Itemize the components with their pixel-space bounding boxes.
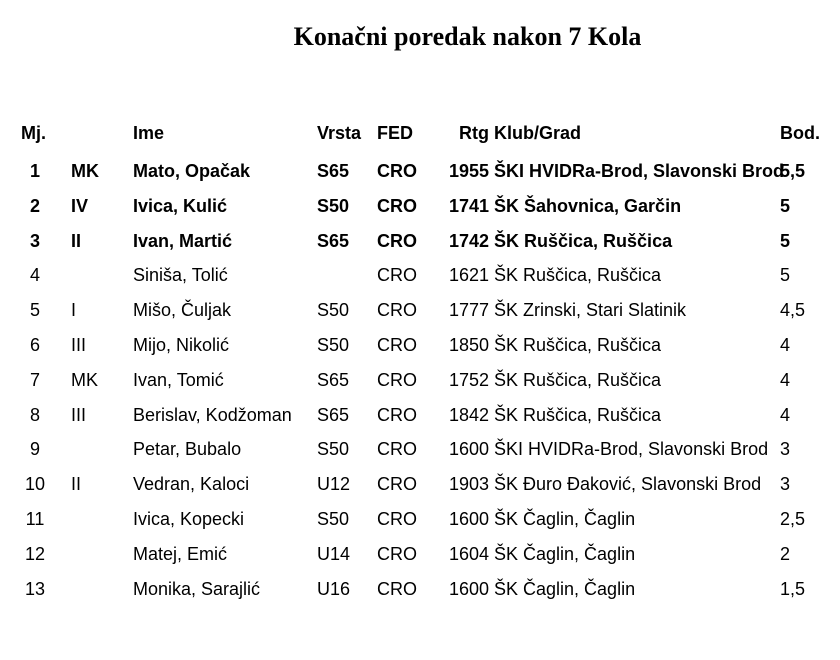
- cell-title: I: [71, 300, 77, 320]
- cell-kind: S50: [317, 439, 350, 459]
- table-row: [0, 227, 840, 255]
- cell-club: ŠK Ruščica, Ruščica: [494, 265, 662, 285]
- cell-rating: 1842: [448, 405, 489, 425]
- cell-name: Mato, Opačak: [133, 161, 251, 181]
- cell-kind: U16: [317, 579, 351, 599]
- cell-name: Ivan, Martić: [133, 231, 233, 251]
- cell-kind: S50: [317, 196, 350, 216]
- cell-name: Matej, Emić: [133, 544, 228, 564]
- cell-place: 4: [29, 265, 40, 285]
- cell-fed: CRO: [377, 474, 417, 494]
- table-row: [0, 261, 840, 289]
- cell-rating: 1742: [448, 231, 489, 251]
- cell-name: Ivan, Tomić: [133, 370, 224, 390]
- cell-kind: U14: [317, 544, 351, 564]
- cell-points: 4,5: [780, 300, 806, 320]
- cell-kind: U12: [317, 474, 351, 494]
- cell-points: 1,5: [780, 579, 806, 599]
- cell-place: 12: [24, 544, 46, 564]
- cell-title: III: [71, 405, 87, 425]
- cell-place: 7: [29, 370, 40, 390]
- cell-points: 5: [780, 231, 791, 251]
- cell-points: 4: [780, 370, 791, 390]
- cell-rating: 1600: [448, 579, 489, 599]
- cell-rating: 1903: [448, 474, 489, 494]
- table-row: [0, 366, 840, 394]
- table-row: [0, 505, 840, 533]
- cell-place: 5: [29, 300, 40, 320]
- cell-points: 5,5: [780, 161, 806, 181]
- cell-club: ŠK Čaglin, Čaglin: [494, 544, 636, 564]
- cell-club: ŠK Čaglin, Čaglin: [494, 509, 636, 529]
- cell-fed: CRO: [377, 196, 417, 216]
- cell-club: ŠKI HVIDRa-Brod, Slavonski Brod: [494, 161, 785, 181]
- cell-kind: S65: [317, 161, 350, 181]
- cell-fed: CRO: [377, 439, 417, 459]
- header-club: Klub/Grad: [494, 123, 582, 143]
- cell-rating: 1955: [448, 161, 489, 181]
- cell-rating: 1621: [448, 265, 489, 285]
- cell-title: MK: [71, 161, 99, 181]
- cell-place: 2: [29, 196, 40, 216]
- cell-name: Monika, Sarajlić: [133, 579, 261, 599]
- cell-club: ŠK Đuro Đaković, Slavonski Brod: [494, 474, 762, 494]
- cell-name: Petar, Bubalo: [133, 439, 242, 459]
- cell-kind: S50: [317, 509, 350, 529]
- cell-kind: S50: [317, 335, 350, 355]
- table-row: [0, 435, 840, 463]
- cell-kind: S50: [317, 300, 350, 320]
- table-row: [0, 575, 840, 603]
- cell-name: Mišo, Čuljak: [133, 300, 232, 320]
- cell-title: II: [71, 231, 82, 251]
- cell-fed: CRO: [377, 405, 417, 425]
- cell-name: Siniša, Tolić: [133, 265, 228, 285]
- table-row: [0, 331, 840, 359]
- cell-title: II: [71, 474, 82, 494]
- cell-title: MK: [71, 370, 98, 390]
- table-header: [0, 119, 840, 147]
- cell-place: 8: [29, 405, 40, 425]
- table-row: [0, 192, 840, 220]
- cell-name: Ivica, Kopecki: [133, 509, 245, 529]
- header-name: Ime: [133, 123, 165, 143]
- cell-club: ŠK Ruščica, Ruščica: [494, 405, 662, 425]
- cell-title: IV: [71, 196, 89, 216]
- cell-fed: CRO: [377, 370, 417, 390]
- cell-points: 4: [780, 405, 791, 425]
- cell-name: Berislav, Kodžoman: [133, 405, 292, 425]
- cell-kind: S65: [317, 231, 350, 251]
- cell-club: ŠK Ruščica, Ruščica: [494, 370, 662, 390]
- table-row: [0, 296, 840, 324]
- cell-place: 6: [29, 335, 40, 355]
- cell-rating: 1850: [448, 335, 489, 355]
- cell-title: III: [71, 335, 87, 355]
- header-kind: Vrsta: [317, 123, 362, 143]
- header-points: Bod.: [780, 123, 820, 143]
- cell-fed: CRO: [377, 335, 417, 355]
- cell-name: Vedran, Kaloci: [133, 474, 250, 494]
- cell-points: 2,5: [780, 509, 806, 529]
- cell-fed: CRO: [377, 265, 417, 285]
- cell-club: ŠK Čaglin, Čaglin: [494, 579, 636, 599]
- cell-points: 3: [780, 474, 791, 494]
- cell-place: 10: [24, 474, 46, 494]
- cell-name: Ivica, Kulić: [133, 196, 228, 216]
- header-fed: FED: [377, 123, 413, 143]
- cell-fed: CRO: [377, 509, 417, 529]
- cell-fed: CRO: [377, 579, 417, 599]
- cell-place: 13: [24, 579, 46, 599]
- cell-rating: 1777: [448, 300, 489, 320]
- cell-place: 11: [25, 509, 45, 529]
- cell-rating: 1752: [448, 370, 489, 390]
- cell-rating: 1741: [448, 196, 489, 216]
- cell-rating: 1600: [448, 509, 489, 529]
- cell-name: Mijo, Nikolić: [133, 335, 230, 355]
- cell-points: 2: [780, 544, 791, 564]
- cell-points: 5: [780, 265, 791, 285]
- table-row: [0, 157, 840, 185]
- cell-club: ŠK Ruščica, Ruščica: [494, 231, 673, 251]
- cell-club: ŠK Ruščica, Ruščica: [494, 335, 662, 355]
- cell-place: 9: [29, 439, 40, 459]
- cell-points: 4: [780, 335, 791, 355]
- cell-points: 3: [780, 439, 791, 459]
- cell-place: 3: [29, 231, 40, 251]
- cell-fed: CRO: [377, 161, 417, 181]
- cell-rating: 1604: [448, 544, 489, 564]
- table-row: [0, 401, 840, 429]
- table-row: [0, 540, 840, 568]
- page-title: Konačni poredak nakon 7 Kola: [293, 22, 642, 51]
- header-place: Mj.: [21, 123, 46, 143]
- table-row: [0, 470, 840, 498]
- cell-kind: S65: [317, 405, 350, 425]
- cell-points: 5: [780, 196, 791, 216]
- cell-club: ŠK Šahovnica, Garčin: [494, 196, 682, 216]
- header-rating: Rtg: [459, 123, 489, 143]
- cell-club: ŠKI HVIDRa-Brod, Slavonski Brod: [494, 439, 769, 459]
- cell-fed: CRO: [377, 231, 417, 251]
- cell-rating: 1600: [448, 439, 489, 459]
- cell-fed: CRO: [377, 544, 417, 564]
- cell-place: 1: [29, 161, 40, 181]
- cell-kind: S65: [317, 370, 350, 390]
- cell-club: ŠK Zrinski, Stari Slatinik: [494, 300, 687, 320]
- cell-fed: CRO: [377, 300, 417, 320]
